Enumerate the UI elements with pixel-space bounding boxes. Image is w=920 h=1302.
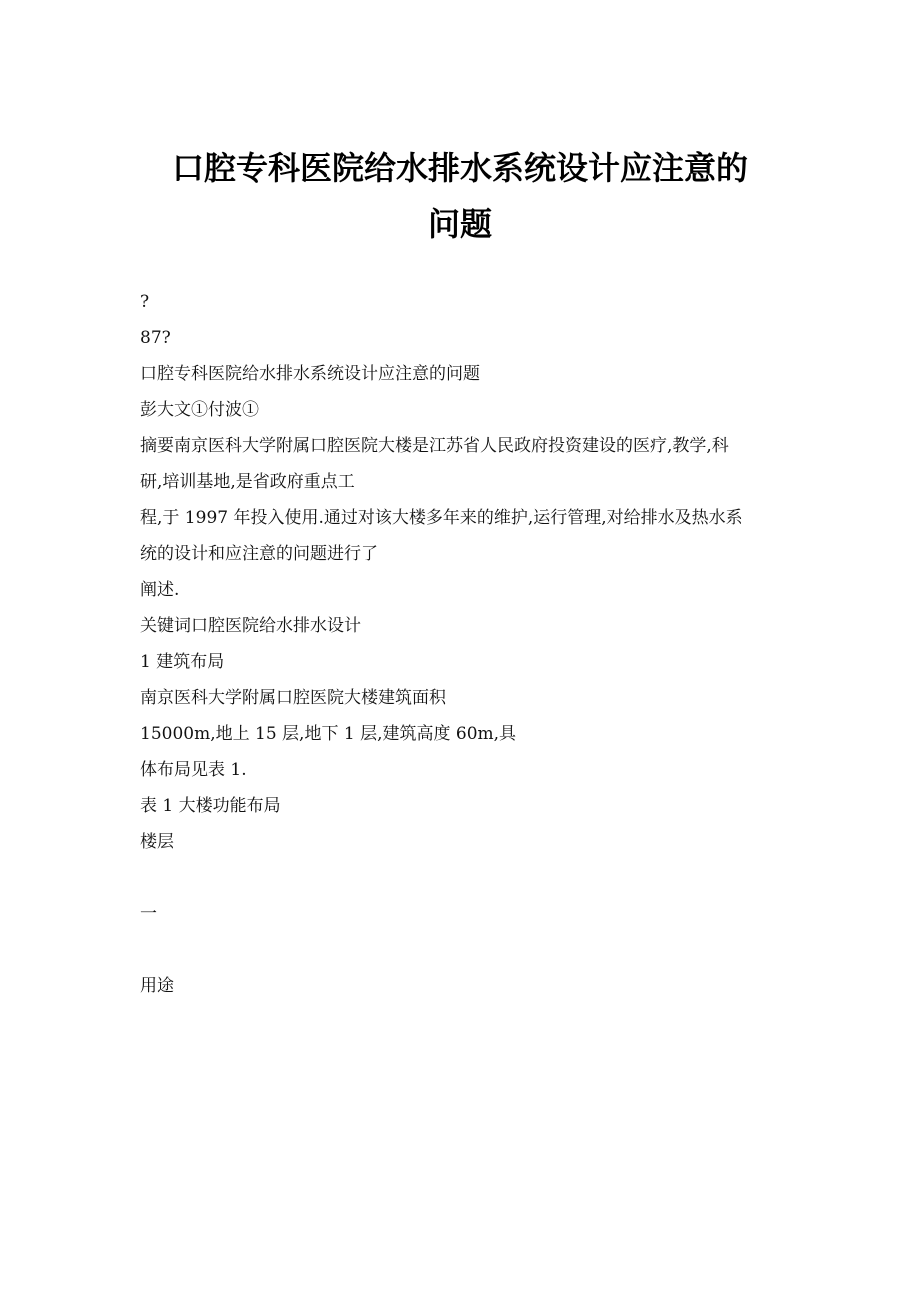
title-line-1: 口腔专科医院给水排水系统设计应注意的 bbox=[171, 149, 748, 187]
table-header-floor: 楼层 bbox=[140, 832, 174, 852]
table-caption: 表 1 大楼功能布局 bbox=[140, 796, 281, 816]
table-header-usage: 用途 bbox=[140, 976, 174, 996]
paragraph-line-3: 体布局见表 1. bbox=[140, 760, 247, 780]
document-title bbox=[140, 140, 780, 252]
keywords: 关键词口腔医院给水排水设计 bbox=[140, 616, 361, 636]
abstract-line-3: 程,于 1997 年投入使用.通过对该大楼多年来的维护,运行管理,对给排水及热水系 bbox=[140, 508, 743, 528]
abstract-line-4: 统的设计和应注意的问题进行了 bbox=[140, 544, 378, 564]
table-cell-floor-1: 一 bbox=[140, 904, 157, 924]
abstract-line-1: 摘要南京医科大学附属口腔医院大楼是江苏省人民政府投资建设的医疗,教学,科 bbox=[140, 436, 729, 456]
spacer bbox=[140, 932, 785, 968]
document-body bbox=[140, 284, 785, 1004]
article-title: 口腔专科医院给水排水系统设计应注意的问题 bbox=[140, 364, 480, 384]
abstract-line-5: 阐述. bbox=[140, 580, 180, 600]
abstract-line-2: 研,培训基地,是省政府重点工 bbox=[140, 472, 355, 492]
paragraph-line-1: 南京医科大学附属口腔医院大楼建筑面积 bbox=[140, 688, 446, 708]
page-number: 87? bbox=[140, 328, 171, 348]
title-line-2: 问题 bbox=[427, 205, 492, 243]
authors: 彭大文①付波① bbox=[140, 400, 259, 420]
page-marker: ? bbox=[140, 292, 150, 312]
section-heading-1: 1 建筑布局 bbox=[140, 652, 225, 672]
spacer bbox=[140, 860, 785, 896]
paragraph-line-2: 15000m,地上 15 层,地下 1 层,建筑高度 60m,具 bbox=[140, 724, 517, 744]
